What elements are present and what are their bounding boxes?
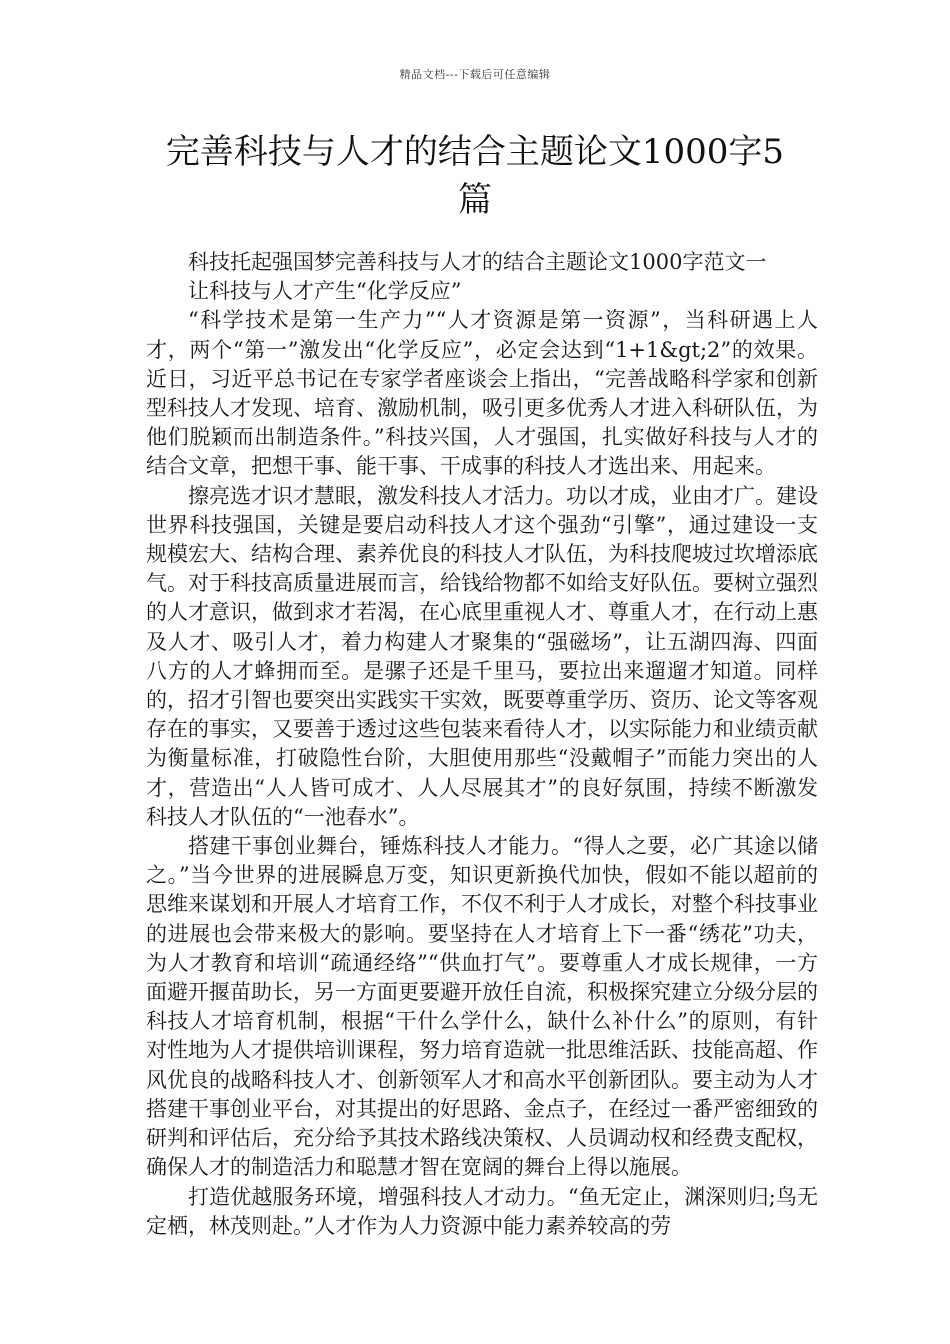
paragraph: “科学技术是第一生产力”“人才资源是第一资源”，当科研遇上人才，两个“第一”激发出“化学反应”，必定会达到“1+1&gt;2”的效果。近日，习近平总书记在专家学者座谈会上指出，“完善战略科学家和创新型科技人才发现、培育、激励机制，吸引更多优秀人才进入科研队伍，为他们脱颖而出制造条件。”科技兴国，人才强国，扎实做好科技与人才的结合文章，把想干事、能干事、干成事的科技人才选出来、用起来。 <box>146 308 818 479</box>
document-title: 完善科技与人才的结合主题论文1000字5篇 <box>165 132 785 220</box>
paragraph-section-heading: 让科技与人才产生“化学反应” <box>188 279 462 304</box>
paragraph: 擦亮选才识才慧眼，激发科技人才活力。功以才成，业由才广。建设世界科技强国，关键是要启动科技人才这个强劲“引擎”，通过建设一支规模宏大、结构合理、素养优良的科技人才队伍，为科技爬坡过坎增添底气。对于科技高质量进展而言，给钱给物都不如给支好队伍。要树立强烈的人才意识，做到求才若渴，在心底里重视人才、尊重人才，在行动上惠及人才、吸引人才，着力构建人才聚集的“强磁场”，让五湖四海、四面八方的人才蜂拥而至。是骡子还是千里马，要拉出来遛遛才知道。同样的，招才引智也要突出实践实干实效，既要尊重学历、资历、论文等客观存在的事实，又要善于透过这些包装来看待人才，以实际能力和业绩贡献为衡量标准，打破隐性台阶，大胆使用那些“没戴帽子”而能力突出的人才，营造出“人人皆可成才、人人尽展其才”的良好氛围，持续不断激发科技人才队伍的“一池春水”。 <box>146 483 818 829</box>
page-header: 精品文档---下载后可任意编辑 <box>399 68 551 81</box>
paragraph-subtitle: 科技托起强国梦完善科技与人才的结合主题论文1000字范文一 <box>188 250 767 274</box>
document-body <box>146 248 818 1241</box>
paragraph: 打造优越服务环境，增强科技人才动力。“鱼无定止，渊深则归;鸟无定栖，林茂则赴。”人才作为人力资源中能力素养较高的劳 <box>146 1184 818 1238</box>
paragraph: 搭建干事创业舞台，锤炼科技人才能力。“得人之要，必广其途以储之。”当今世界的进展瞬息万变，知识更新换代加快，假如不能以超前的思维来谋划和开展人才培育工作，不仅不利于人才成长，对整个科技事业的进展也会带来极大的影响。要坚持在人才培育上下一番“绣花”功夫，为人才教育和培训“疏通经络”“供血打气”。要尊重人才成长规律，一方面避开揠苗助长，另一方面更要避开放任自流，积极探究建立分级分层的科技人才培育机制，根据“干什么学什么，缺什么补什么”的原则，有针对性地为人才提供培训课程，努力培育造就一批思维活跃、技能高超、作风优良的战略科技人才、创新领军人才和高水平创新团队。要主动为人才搭建干事创业平台，对其提出的好思路、金点子，在经过一番严密细致的研判和评估后，充分给予其技术路线决策权、人员调动权和经费支配权，确保人才的制造活力和聪慧才智在宽阔的舞台上得以施展。 <box>146 834 818 1180</box>
